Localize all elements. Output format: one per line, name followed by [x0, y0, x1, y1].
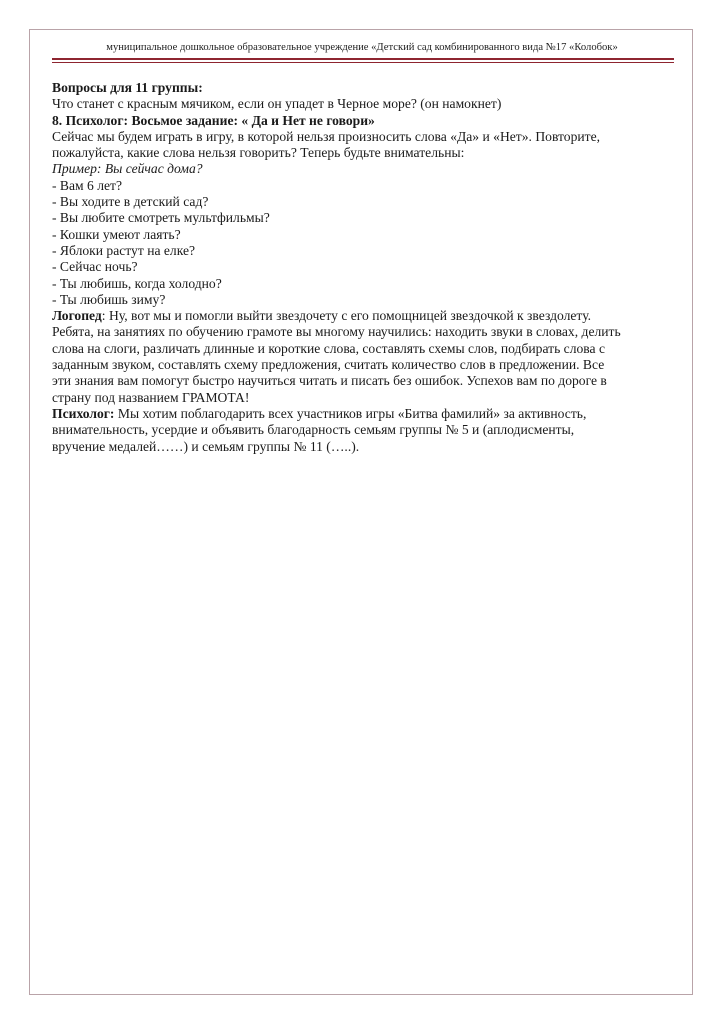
task-heading: 8. Психолог: Восьмое задание: « Да и Нет не говори»: [52, 112, 375, 128]
game-question: - Ты любишь зиму?: [52, 291, 166, 307]
psychologist-paragraph-line: [52, 406, 682, 422]
logoped-paragraph-line: слова на слоги, различать длинные и короткие слова, составлять схемы слов, подбирать слова с: [52, 340, 605, 356]
game-question: - Вы любите смотреть мультфильмы?: [52, 210, 270, 226]
logoped-paragraph-line: [52, 308, 682, 324]
logoped-text: : Ну, вот мы и помогли выйти звездочету с его помощницей звездочкой к звездолету.: [101, 308, 592, 324]
game-question: - Вы ходите в детский сад?: [52, 194, 209, 210]
page-header: муниципальное дошкольное образовательное учреждение «Детский сад комбинированного вида №17 «Колобок»: [106, 42, 618, 53]
example-question: Пример: Вы сейчас дома?: [52, 161, 203, 177]
game-question: - Сейчас ночь?: [52, 259, 138, 275]
task-intro-line: пожалуйста, какие слова нельзя говорить? Теперь будьте внимательны:: [52, 145, 465, 161]
logoped-paragraph-line: страну под названием ГРАМОТА!: [52, 389, 250, 405]
header-rule: [52, 58, 674, 63]
logoped-paragraph-line: заданным звуком, составлять схему предложения, считать количество слов в предложении. Все: [52, 357, 605, 373]
section-title: Вопросы для 11 группы:: [52, 80, 203, 95]
game-question: - Яблоки растут на елке?: [52, 242, 196, 258]
game-question: - Ты любишь, когда холодно?: [52, 275, 222, 291]
question-text: Что станет с красным мячиком, если он упадет в Черное море? (он намокнет): [52, 96, 502, 112]
logoped-paragraph-line: эти знания вам помогут быстро научиться читать и писать без ошибок. Успехов вам по дороге в: [52, 373, 607, 389]
psychologist-paragraph-line: вручение медалей……) и семьям группы № 11 (…..).: [52, 438, 360, 454]
game-question: - Кошки умеют лаять?: [52, 226, 181, 242]
game-question: - Вам 6 лет?: [52, 177, 123, 193]
psychologist-paragraph-line: внимательность, усердие и объявить благодарность семьям группы № 5 и (аплодисменты,: [52, 422, 575, 438]
logoped-speaker: Логопед: [52, 308, 102, 324]
logoped-paragraph-line: Ребята, на занятиях по обучению грамоте вы многому научились: находить звуки в словах, делить: [52, 324, 621, 340]
task-intro-line: Сейчас мы будем играть в игру, в которой нельзя произносить слова «Да» и «Нет». Повторите,: [52, 128, 601, 144]
psychologist-text: Мы хотим поблагодарить всех участников игры «Битва фамилий» за активность,: [114, 405, 587, 421]
document-body: [52, 80, 682, 455]
psychologist-speaker: Психолог:: [52, 405, 115, 421]
